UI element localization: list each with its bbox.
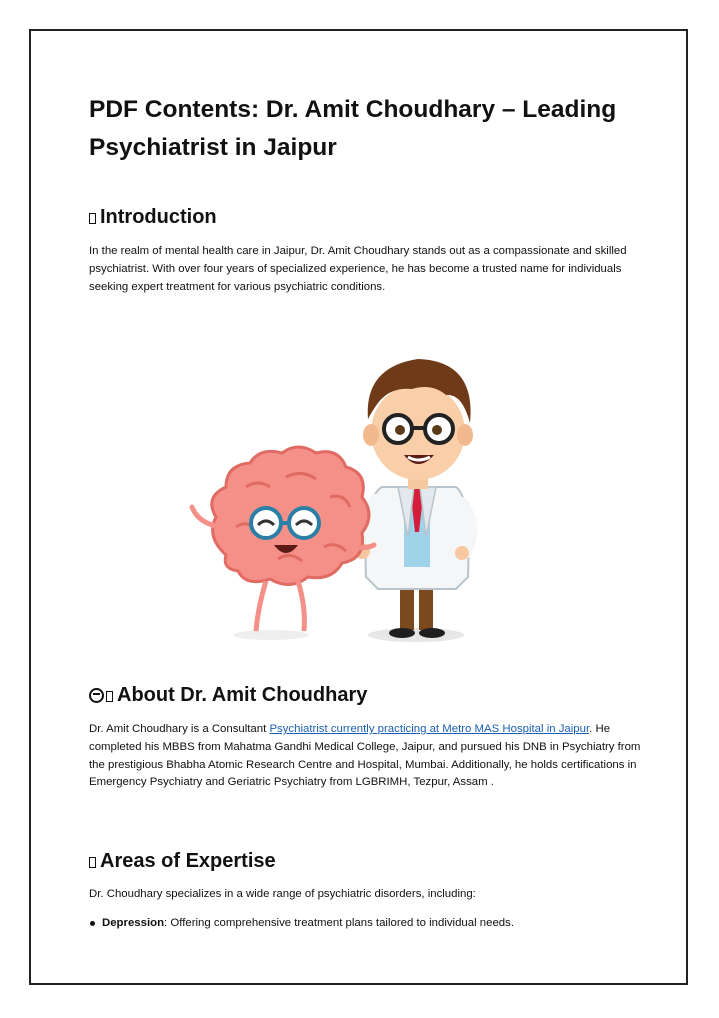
about-heading-text: About Dr. Amit Choudhary: [117, 684, 368, 706]
page-frame: [29, 29, 688, 985]
list-item-description: : Offering comprehensive treatment plans tailored to individual needs.: [164, 917, 514, 929]
missing-glyph-icon: [106, 691, 113, 702]
list-item-term: Depression: [102, 917, 165, 929]
introduction-heading-text: Introduction: [100, 206, 217, 228]
missing-glyph-icon: [89, 857, 96, 868]
shadow-shape: [368, 628, 464, 642]
introduction-paragraph: In the realm of mental health care in Jaipur, Dr. Amit Choudhary stands out as a compassionate and skilled psychiatrist. With over four years of specialized experience, he has become a trusted name for individuals seeking expert treatment for various psychiatric conditions.: [89, 245, 627, 293]
shadow-shape: [233, 630, 309, 640]
expertise-heading: [89, 848, 276, 874]
hospital-link[interactable]: Psychiatrist currently practicing at Metro MAS Hospital in Jaipur: [269, 723, 590, 735]
missing-glyph-icon: [89, 213, 96, 224]
about-paragraph: [89, 721, 649, 792]
expertise-intro: Dr. Choudhary specializes in a wide range of psychiatric disorders, including:: [89, 888, 476, 900]
expertise-heading-text: Areas of Expertise: [100, 850, 276, 872]
doctor-face-icon: [89, 688, 104, 703]
bullet-icon: [90, 921, 95, 926]
doctor-and-brain-illustration: [186, 337, 486, 647]
list-item-text: [102, 915, 514, 932]
about-text-end: . He completed his MBBS from Mahatma Gandhi Medical College, Jaipur, and pursued his DNB in Psychiatry from the prestigious Bhabha Atomic Research Centre and Hospital, Mumbai. Additionally, he holds certifications in Emergency Psychiatry and Geriatric Psychiatry from LGBRIMH, Tezpur, Assam .: [89, 723, 641, 789]
brain-shape: [192, 447, 374, 631]
about-text-start: Dr. Amit Choudhary is a Consultant: [89, 723, 270, 735]
document-title: PDF Contents: Dr. Amit Choudhary – Leading Psychiatrist in Jaipur: [89, 96, 617, 161]
about-heading: [89, 682, 367, 708]
introduction-heading: [89, 204, 217, 230]
